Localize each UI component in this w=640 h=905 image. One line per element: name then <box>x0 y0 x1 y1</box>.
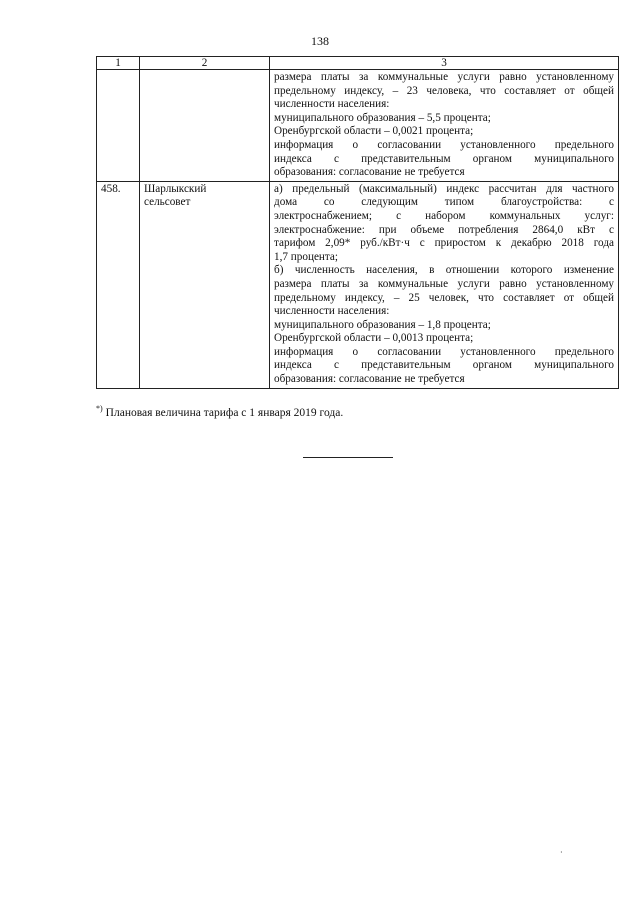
description-line: б) численность населения, в отношении которого изменение <box>274 264 614 277</box>
index-description-cell <box>270 70 619 182</box>
description-line: муниципального образования – 5,5 процента; <box>274 111 491 124</box>
description-line: тарифом 2,09* руб./кВт·ч с приростом к декабрю 2018 года <box>274 237 614 250</box>
table-row <box>97 70 619 182</box>
description-line: образования: согласование не требуется <box>274 373 465 386</box>
table-row <box>97 181 619 388</box>
description-line: муниципального образования – 1,8 процента; <box>274 318 491 331</box>
description-line: размера платы за коммунальные услуги равно установленному <box>274 71 614 83</box>
page-number: 138 <box>311 34 329 48</box>
description-line: образования: согласование не требуется <box>274 166 465 179</box>
description-line: размера платы за коммунальные услуги равно установленному <box>274 277 614 290</box>
description-line: а) предельный (максимальный) индекс рассчитан для частного <box>274 182 614 195</box>
municipality-name-cell <box>140 70 270 182</box>
stray-mark: · <box>560 848 563 857</box>
column-header-number: 1 <box>97 57 140 70</box>
footnote-text: Плановая величина тарифа с 1 января 2019 года. <box>105 407 344 419</box>
description-line: электроснабжением; с набором коммунальных услуг: <box>274 209 614 222</box>
description-line: индекса с представительным органом муниципального <box>274 152 614 165</box>
description-line: электроснабжение: при объеме потребления 2864,0 кВт с <box>274 223 614 236</box>
footnote-marker: *) <box>96 404 103 413</box>
municipality-name-cell <box>140 181 270 388</box>
description-line: численности населения: <box>274 98 390 111</box>
description-line: дома со следующим типом благоустройства: с <box>274 196 614 209</box>
description-line: численности населения: <box>274 305 390 318</box>
description-line: 1,7 процента; <box>274 250 338 263</box>
municipality-name-line: Шарлыкский <box>144 182 207 195</box>
description-line: информация о согласовании установленного предельного <box>274 345 614 358</box>
row-number-cell <box>97 181 140 388</box>
description-line: индекса с представительным органом муниципального <box>274 359 614 372</box>
row-number: 458. <box>101 182 121 195</box>
description-line: информация о согласовании установленного предельного <box>274 138 614 151</box>
footnote <box>96 404 343 419</box>
column-header-name: 2 <box>140 57 270 70</box>
separator-line <box>303 457 393 458</box>
index-description-cell <box>270 181 619 388</box>
table-header-row <box>97 57 619 70</box>
description-line: Оренбургской области – 0,0013 процента; <box>274 332 474 345</box>
row-number-cell <box>97 70 140 182</box>
tariff-index-table <box>96 56 619 389</box>
description-line: предельному индексу, – 25 человек, что составляет от общей <box>274 291 614 304</box>
description-line: предельному индексу, – 23 человека, что составляет от общей <box>274 84 614 97</box>
column-header-description: 3 <box>270 57 619 70</box>
municipality-name-line: сельсовет <box>144 196 191 209</box>
description-line: Оренбургской области – 0,0021 процента; <box>274 125 474 138</box>
